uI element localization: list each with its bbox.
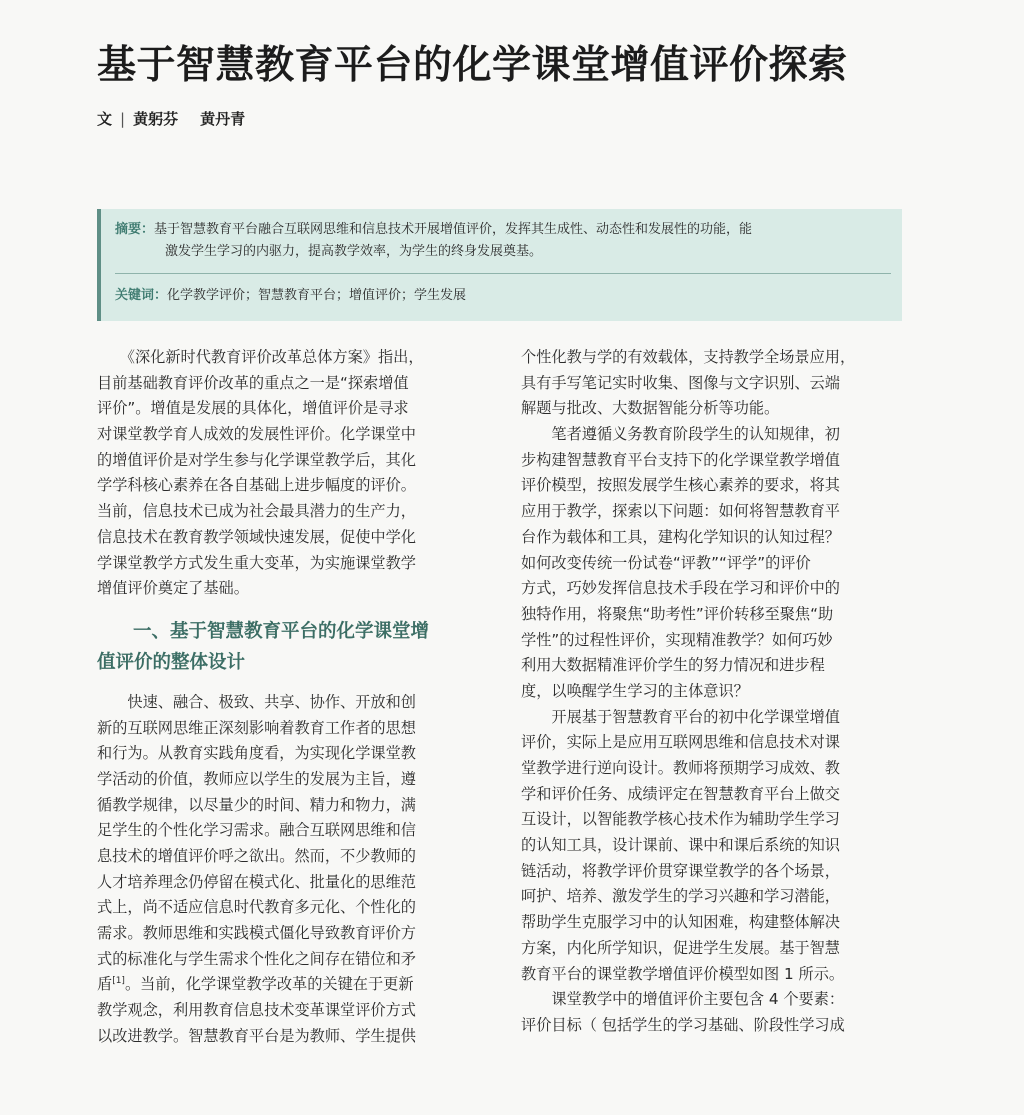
abstract-label: 摘要： — [115, 222, 155, 237]
right-column — [521, 345, 905, 1039]
text-line: 评价模型，按照发展学生核心素养的要求，将其 — [521, 476, 840, 495]
text-line: 足学生的个性化学习需求。融合互联网思维和信 — [97, 821, 416, 840]
section-heading-line: 一、基于智慧教育平台的化学课堂增 — [133, 620, 430, 642]
text-line: 目前基础教育评价改革的重点之一是“探索增值 — [97, 373, 409, 392]
keywords — [115, 286, 466, 306]
text-line: 学和评价任务、成绩评定在智慧教育平台上做交 — [521, 784, 840, 803]
text-line: 快速、融合、极致、共享、协作、开放和创 — [97, 692, 416, 711]
text-line: 循教学规律，以尽量少的时间、精力和物力，满 — [97, 795, 416, 814]
text-line: 学活动的价值，教师应以学生的发展为主旨，遵 — [97, 769, 416, 788]
text-line: 教育平台的课堂教学增值评价模型如图 1 所示。 — [521, 964, 845, 983]
section-heading — [97, 616, 481, 678]
byline-separator: | — [120, 110, 126, 128]
text-line: 如何改变传统一份试卷“评教”“评学”的评价 — [521, 553, 811, 572]
text-line: 课堂教学中的增值评价主要包含 4 个要素： — [521, 990, 845, 1009]
text-line: 独特作用，将聚焦“助考性”评价转移至聚焦“助 — [521, 604, 834, 623]
text-line: 解题与批改、大数据智能分析等功能。 — [521, 399, 780, 418]
abstract-line: 激发学生学习的内驱力，提高教学效率，为学生的终身发展奠基。 — [165, 244, 543, 259]
paragraph — [521, 705, 905, 988]
text-line-with-citation — [97, 972, 481, 998]
text-line: 台作为载体和工具，建构化学知识的认知过程？ — [521, 527, 840, 546]
section-paragraph — [97, 690, 481, 1050]
text-line: 评价”。增值是发展的具体化，增值评价是寻求 — [97, 399, 409, 418]
text-line: 步构建智慧教育平台支持下的化学课堂教学增值 — [521, 450, 840, 469]
text-line: 学课堂教学方式发生重大变革，为实施课堂教学 — [97, 553, 416, 572]
author-name: 黄躬芬 — [133, 110, 179, 128]
text-line: 教学观念，利用教育信息技术变革课堂评价方式 — [97, 1001, 416, 1020]
text-line: 《深化新时代教育评价改革总体方案》指出， — [97, 348, 424, 366]
author-name: 黄丹青 — [200, 110, 246, 128]
byline-prefix: 文 — [97, 110, 113, 128]
keywords-label: 关键词： — [115, 288, 168, 303]
text-line: 互设计，以智能教学核心技术作为辅助学生学习 — [521, 810, 840, 829]
text-line: 的认知工具，设计课前、课中和课后系统的知识 — [521, 836, 840, 855]
text-line: 评价，实际上是应用互联网思维和信息技术对课 — [521, 733, 840, 752]
text-line: 方式，巧妙发挥信息技术手段在学习和评价中的 — [521, 579, 840, 598]
text-line: 笔者遵循义务教育阶段学生的认知规律，初 — [521, 425, 840, 444]
keywords-text: 化学教学评价；智慧教育平台；增值评价；学生发展 — [167, 288, 467, 303]
text-line: 式上，尚不适应信息时代教育多元化、个性化的 — [97, 898, 416, 917]
text-line: 具有手写笔记实时收集、图像与文字识别、云端 — [521, 373, 840, 392]
text-line: 的增值评价是对学生参与化学课堂教学后，其化 — [97, 450, 416, 469]
text-line: 需求。教师思维和实践模式僵化导致教育评价方 — [97, 924, 416, 943]
text-line: 链活动，将教学评价贯穿课堂教学的各个场景， — [521, 861, 840, 880]
text-line: 式的标准化与学生需求个性化之间存在错位和矛 — [97, 949, 416, 968]
text-line: 息技术的增值评价呼之欲出。然而，不少教师的 — [97, 847, 416, 865]
paragraph — [521, 422, 905, 705]
text-line: 开展基于智慧教育平台的初中化学课堂增值 — [521, 707, 840, 726]
article-title: 基于智慧教育平台的化学课堂增值评价探索 — [97, 43, 848, 88]
text-line: 方案，内化所学知识，促进学生发展。基于智慧 — [521, 938, 840, 957]
text-line: 堂教学进行逆向设计。教师将预期学习成效、教 — [521, 759, 840, 777]
text-line: 应用于教学，探索以下问题：如何将智慧教育平 — [521, 502, 840, 521]
abstract-line — [115, 219, 895, 241]
text-line: 新的互联网思维正深刻影响着教育工作者的思想 — [97, 718, 416, 737]
text-line: 和行为。从教育实践角度看，为实现化学课堂教 — [97, 744, 416, 763]
text-line: 呵护、培养、激发学生的学习兴趣和学习潜能， — [521, 887, 840, 906]
abstract-box — [97, 209, 902, 321]
text-line: 利用大数据精准评价学生的努力情况和进步程 — [521, 656, 825, 675]
text-fragment: 盾 — [97, 975, 113, 994]
paragraph — [521, 987, 905, 1038]
continued-paragraph — [521, 345, 905, 422]
text-line: 评价目标（ 包括学生的学习基础、阶段性学习成 — [521, 1015, 845, 1034]
text-line: 帮助学生克服学习中的认知困难，构建整体解决 — [521, 913, 840, 932]
text-fragment: 。当前，化学课堂教学改革的关键在于更新 — [124, 975, 414, 994]
section-heading-line: 值评价的整体设计 — [97, 651, 246, 673]
text-line: 学性”的过程性评价，实现精准教学？如何巧妙 — [521, 630, 833, 649]
text-line: 人才培养理念仍停留在模式化、批量化的思维范 — [97, 872, 416, 891]
abstract-text: 基于智慧教育平台融合互联网思维和信息技术开展增值评价，发挥其生成性、动态性和发展性的功能，能 — [154, 222, 753, 237]
intro-paragraph — [97, 345, 481, 602]
text-line: 信息技术在教育教学领域快速发展，促使中学化 — [97, 527, 416, 546]
text-line: 对课堂教学育人成效的发展性评价。化学课堂中 — [97, 425, 416, 444]
text-line: 度，以唤醒学生学习的主体意识？ — [521, 681, 749, 700]
text-line: 个性化教与学的有效载体，支持教学全场景应用， — [521, 348, 856, 366]
byline — [97, 108, 267, 130]
text-line: 增值评价奠定了基础。 — [97, 579, 249, 598]
keywords-divider — [115, 273, 891, 274]
abstract — [115, 219, 895, 263]
text-line: 以改进教学。智慧教育平台是为教师、学生提供 — [97, 1026, 416, 1045]
citation-ref: [1] — [112, 976, 125, 987]
left-column — [97, 345, 481, 1050]
text-line: 学学科核心素养在各自基础上进步幅度的评价。 — [97, 476, 416, 495]
text-line: 当前，信息技术已成为社会最具潜力的生产力， — [97, 502, 416, 521]
